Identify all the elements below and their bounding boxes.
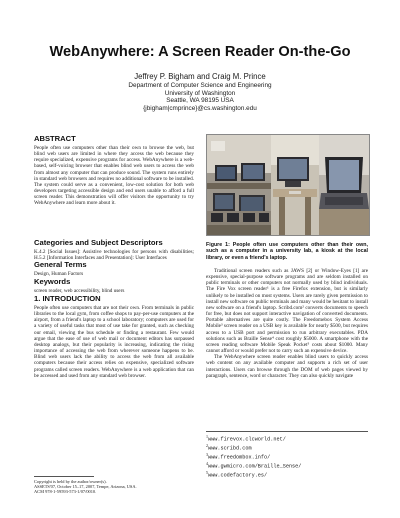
footnote-3: $^3$www.freedombox.info/ bbox=[206, 451, 271, 461]
author-university: University of Washington bbox=[164, 89, 236, 97]
categories-heading: Categories and Subject Descriptors bbox=[34, 238, 163, 247]
footnotes bbox=[206, 431, 368, 479]
footnote-4: $^4$www.gwmicro.com/Braille_Sense/ bbox=[206, 460, 302, 470]
footnote-1: $^1$www.firevox.clcworld.net/ bbox=[206, 434, 286, 443]
footnote-5: $^5$www.codefactory.es/ bbox=[206, 469, 268, 479]
categories-section bbox=[34, 238, 194, 261]
keywords-heading: Keywords bbox=[34, 277, 71, 286]
copyright-rule bbox=[34, 476, 94, 477]
general-terms-heading: General Terms bbox=[34, 260, 87, 269]
abstract-text: People often use computers other than their own to browse the web, but blind web users are limited in where they access the web because they require specialized, expensive programs for access. WebAnywhere is a web-based, self-voicing browser that enables blind web users to access the web from almost any computer that can produce sound. The system runs entirely in standard web browsers and requires no additional software to be installed. The system could serve as a convenient, low-cost solution for both web developers targeting accessible design and end users unable to afford a full screen reader. This demonstration will offer visitors the opportunity to try WebAnywhere and learn more about it. bbox=[34, 145, 194, 207]
copyright-line-2: ASSETS'07, October 15–17, 2007, Tempe, Arizona, USA. bbox=[34, 484, 137, 490]
author-block bbox=[0, 72, 400, 112]
figure-1-photo-collage bbox=[206, 134, 370, 236]
figure-1-caption: Figure 1: People often use computers other than their own, such as a computer in a university lab, a kiosk at the local library, or even a friend's laptop. bbox=[206, 242, 368, 261]
copyright-line-3: ACM 978-1-59593-573-1/07/0010. bbox=[34, 489, 97, 495]
author-department: Department of Computer Science and Engineering bbox=[128, 82, 272, 89]
author-location: Seattle, WA 98195 USA bbox=[166, 97, 234, 105]
paper-title: WebAnywhere: A Screen Reader On-the-Go bbox=[49, 44, 351, 60]
photo-collage-svg bbox=[207, 135, 369, 235]
body-paragraph-2: The WebAnywhere screen reader enables blind users to quickly access web content on any available computer and supports a rich set of user interactions. Users can browse through the DOM of web pages viewed by paragraph, sentence, word or character. They can also quickly navigate bbox=[206, 354, 368, 379]
footnote-3-url: www.freedombox.info/ bbox=[208, 454, 271, 461]
footnote-4-url: www.gwmicro.com/Braille_Sense/ bbox=[208, 463, 302, 470]
general-terms-text: Design, Human Factors bbox=[34, 271, 84, 277]
categories-text: K.4.2 [Social Issues]: Assistive technologies for persons with disabilities; H.5.2 [Information Interfaces and Presentation]: User Interfaces bbox=[34, 249, 194, 262]
lab-row-photo bbox=[207, 211, 271, 235]
abstract-section bbox=[34, 134, 194, 207]
laptop-photo bbox=[319, 135, 369, 235]
abstract-heading: ABSTRACT bbox=[34, 134, 76, 143]
footnote-1-url: www.firevox.clcworld.net/ bbox=[208, 436, 286, 443]
introduction-text: People often use computers that are not their own. From terminals in public libraries to the local gym, from coffee shops to pay-per-use computers at the airport, from a friend's laptop to a school laboratory; computers are used for a variety of useful tasks that most of use take for granted, such as checking our email, viewing the bus schedule or finding a restaurant. Few would argue that the ease of use of web mail or document editors has surpassed desktop analogs, but their popularity is increasing, indicating the rising importance of accessing the web from wherever someone happens to be. Blind web users lack the ability to access the web from all available computers because their access relies on expensive, specialized software programs called screen readers. WebAnywhere is a web application that can be accessed and used from any standard web browser. bbox=[34, 305, 194, 379]
author-names: Jeffrey P. Bigham and Craig M. Prince bbox=[134, 72, 266, 81]
body-paragraph-1: Traditional screen readers such as JAWS [2] or Window-Eyes [1] are expensive, special-purpose software programs and are seldom installed on public terminals or other computers not normally used by blind individuals. The Fire Vox screen reader¹ is a free Firefox extension, but is similarly unlikely to be installed on most systems. Users are rarely given permission to install new software on public terminals and many would be hesitant to install new software on a friend's laptop. Scribd.com² converts documents to speech for free, but does not support interactive navigation of converted documents. Portable alternatives are quite costly. The Freedomebox System Access Mobile³ screen reader on a USB key is available for nearly $500, but requires access to a USB port and permission to run arbitrary executables. PDA solutions such as Braille Sense⁴ cost roughly $5000. A smartphone with the screen reading software Mobile Speak Pocket⁵ costs about $1000. Many cannot afford or would prefer not to carry such an expensive device. bbox=[206, 268, 368, 355]
footnote-5-url: www.codefactory.es/ bbox=[208, 472, 268, 479]
introduction-section bbox=[34, 294, 194, 379]
kiosk-photo bbox=[271, 135, 319, 235]
footnote-2: $^2$www.scribd.com bbox=[206, 442, 252, 452]
right-body-text bbox=[206, 268, 368, 379]
author-email: {jbigham|cmprince}@cs.washington.edu bbox=[143, 104, 257, 112]
copyright-notice bbox=[34, 476, 194, 495]
general-terms-section bbox=[34, 260, 194, 277]
footnote-2-url: www.scribd.com bbox=[208, 445, 252, 452]
introduction-heading: 1. INTRODUCTION bbox=[34, 294, 101, 303]
copyright-line-1: Copyright is held by the author/owner(s). bbox=[34, 479, 107, 484]
keywords-section bbox=[34, 277, 194, 294]
keywords-text: screen reader, web accessibility, blind users bbox=[34, 288, 125, 294]
